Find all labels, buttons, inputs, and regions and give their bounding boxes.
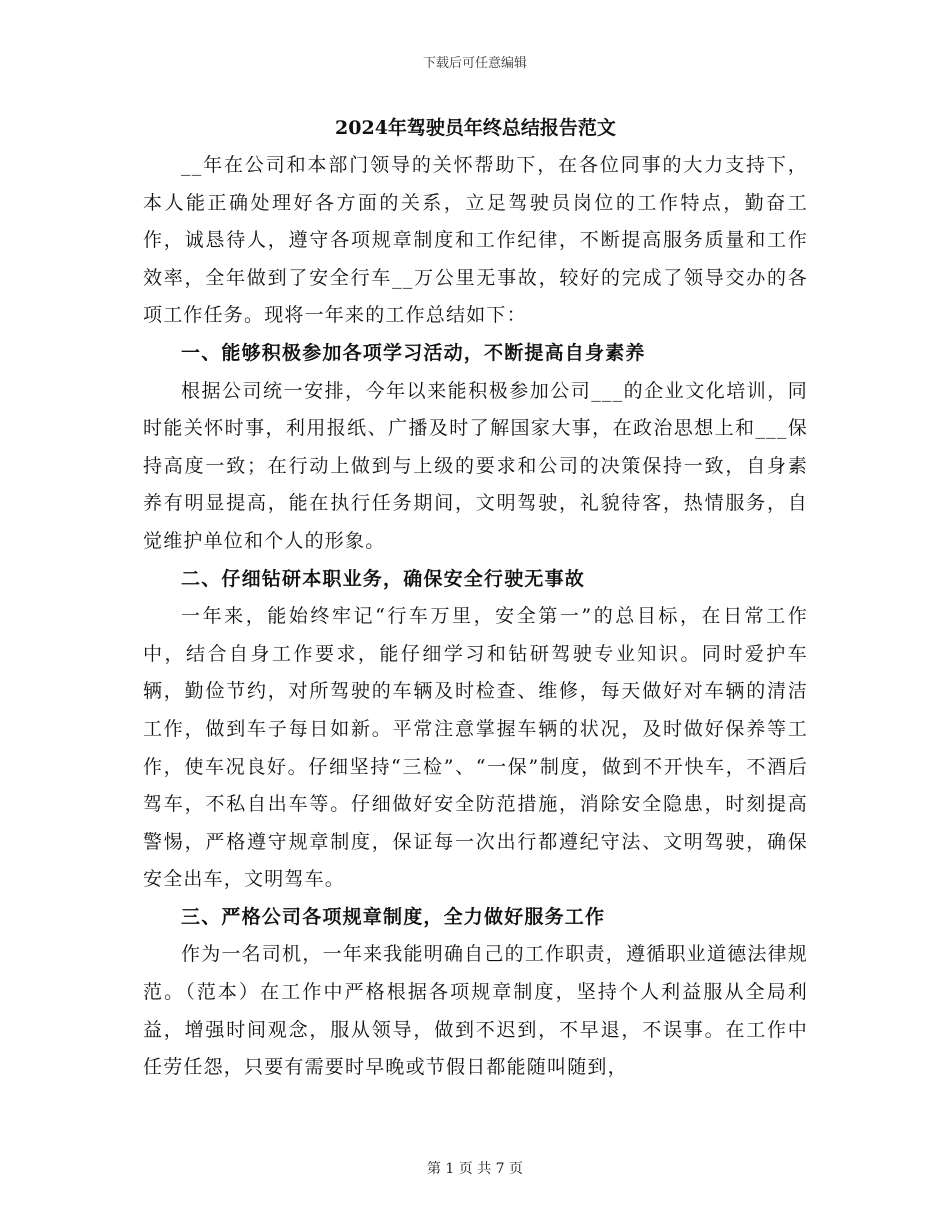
document-title: 2024年驾驶员年终总结报告范文 — [335, 117, 616, 139]
intro-paragraph: __年在公司和本部门领导的关怀帮助下，在各位同事的大力支持下，本人能正确处理好各方面的关系，立足驾驶员岗位的工作特点，勤奋工作，诚恳待人，遵守各项规章制度和工作纪律，不断提高服务质量和工作效率，全年做到了安全行车__万公里无事故，较好的完成了领导交办的各项工作任务。现将一年来的工作总结如下： — [143, 154, 808, 327]
section-3-body: 作为一名司机，一年来我能明确自己的工作职责，遵循职业道德法律规范。（范本）在工作中严格根据各项规章制度，坚持个人利益服从全局利益，增强时间观念，服从领导，做到不迟到，不早退，不误事。在工作中任劳任怨，只要有需要时早晚或节假日都能随叫随到， — [143, 943, 808, 1079]
page-footer: 第 1 页 共 7 页 — [426, 1161, 524, 1177]
section-1-heading: 一、能够积极参加各项学习活动，不断提高自身素养 — [181, 341, 646, 364]
page-header: 下载后可任意编辑 — [422, 56, 527, 71]
section-2-body: 一年来，能始终牢记“行车万里，安全第一”的总目标，在日常工作中，结合自身工作要求，能仔细学习和钻研驾驶专业知识。同时爱护车辆，勤俭节约，对所驾驶的车辆及时检查、维修，每天做好对车辆的清洁工作，做到车子每日如新。平常注意掌握车辆的状况，及时做好保养等工作，使车况良好。仔细坚持“三检”、“一保”制度，做到不开快车，不酒后驾车，不私自出车等。仔细做好安全防范措施，消除安全隐患，时刻提高警惕，严格遵守规章制度，保证每一次出行都遵纪守法、文明驾驶，确保安全出车，文明驾车。 — [143, 605, 808, 891]
section-2-heading: 二、仔细钻研本职业务，确保安全行驶无事故 — [181, 567, 586, 590]
document-body — [143, 113, 808, 1087]
section-3-heading: 三、严格公司各项规章制度，全力做好服务工作 — [181, 905, 606, 928]
section-1-body: 根据公司统一安排，今年以来能积极参加公司___的企业文化培训，同时能关怀时事，利用报纸、广播及时了解国家大事，在政治思想上和___保持高度一致；在行动上做到与上级的要求和公司的决策保持一致，自身素养有明显提高，能在执行任务期间，文明驾驶，礼貌待客，热情服务，自觉维护单位和个人的形象。 — [143, 379, 808, 552]
